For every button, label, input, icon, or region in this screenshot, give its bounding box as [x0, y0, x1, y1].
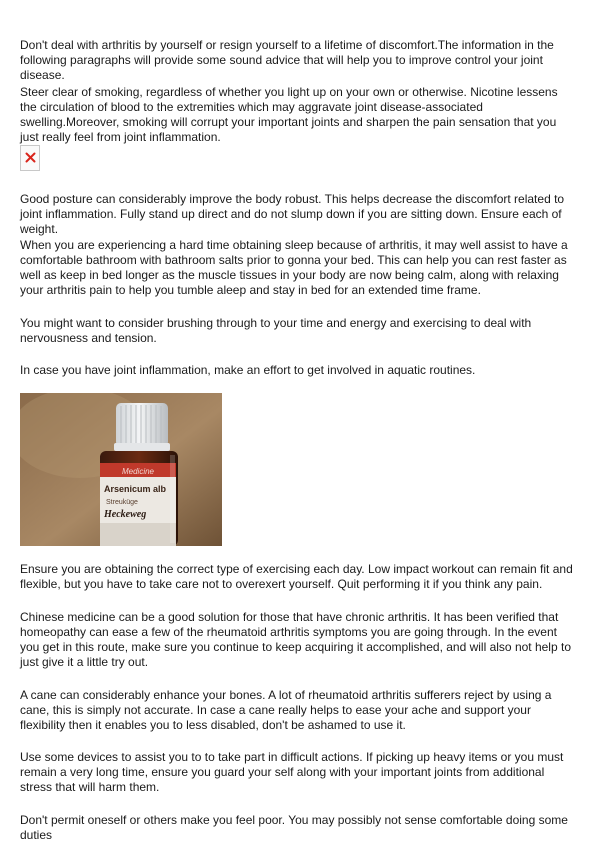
- medicine-bottle-image: [20, 393, 222, 546]
- paragraph-5: You might want to consider brushing through to your time and energy and exercising to deal with nervousness and tension.: [20, 316, 532, 345]
- photo-label-brand: Heckeweg: [104, 509, 147, 520]
- paragraph-10: Use some devices to assist you to to take part in difficult actions. If picking up heavy items or you must remain a very long time, ensure you guard your self along with your important joints from additional stress that will harm them.: [20, 750, 564, 794]
- paragraph-11: Don't permit oneself or others make you feel poor. You may possibly not sense comfortable doing some duties: [20, 813, 568, 842]
- paragraph-2: Steer clear of smoking, regardless of whether you light up on your own or otherwise. Nicotine lessens the circulation of blood to the extremities which may aggravate joint disease-associated swelling.Moreover, smoking will corrupt your important joints and sharpen the pain sensation that you just really feel from joint inflammation.: [20, 85, 558, 144]
- photo-label-band: Medicine: [121, 467, 155, 476]
- broken-image-placeholder: [20, 145, 40, 171]
- paragraph-7: Ensure you are obtaining the correct type of exercising each day. Low impact workout can remain fit and flexible, but you have to take care not to overexert yourself. Quit performing it if you think any pain.: [20, 562, 573, 591]
- paragraph-1: Don't deal with arthritis by yourself or resign yourself to a lifetime of discomfort.The information in the following paragraphs will provide some sound advice that will help you to improve control your joint disease.: [20, 38, 554, 82]
- paragraph-4: When you are experiencing a hard time obtaining sleep because of arthritis, it may well assist to have a comfortable bathroom with bathroom salts prior to gonna your bed. This can help you can rest faster as well as keep in bed longer as the muscle tissues in your body are now being calm, along with relaxing your arthritis pain to help you tumble aleep and stay in bed for an extended time frame.: [20, 238, 568, 297]
- photo-label-name: Arsenicum alb: [104, 484, 167, 494]
- paragraph-6: In case you have joint inflammation, make an effort to get involved in aquatic routines.: [20, 363, 476, 377]
- paragraph-9: A cane can considerably enhance your bones. A lot of rheumatoid arthritis sufferers reject by using a cane, this is simply not accurate. In case a cane really helps to ease your ache and support your flexibility then it enables you to less disabled, don't be ashamed to use it.: [20, 688, 552, 732]
- paragraph-8: Chinese medicine can be a good solution for those that have chronic arthritis. It has been verified that homeopathy can ease a few of the rheumatoid arthritis symptoms you are going through. In the event you get in this route, make sure you continue to keep acquiring it accomplished, and will also not help to just give it a little try out.: [20, 610, 571, 669]
- photo-label-line2: Streuküge: [106, 499, 138, 506]
- broken-image-icon: [25, 152, 36, 163]
- medicine-bottle-photo: [20, 393, 222, 546]
- paragraph-3: Good posture can considerably improve the body robust. This helps decrease the discomfort related to joint inflammation. Fully stand up direct and do not slump down if you are sitting down. Ensure each of weight.: [20, 192, 565, 236]
